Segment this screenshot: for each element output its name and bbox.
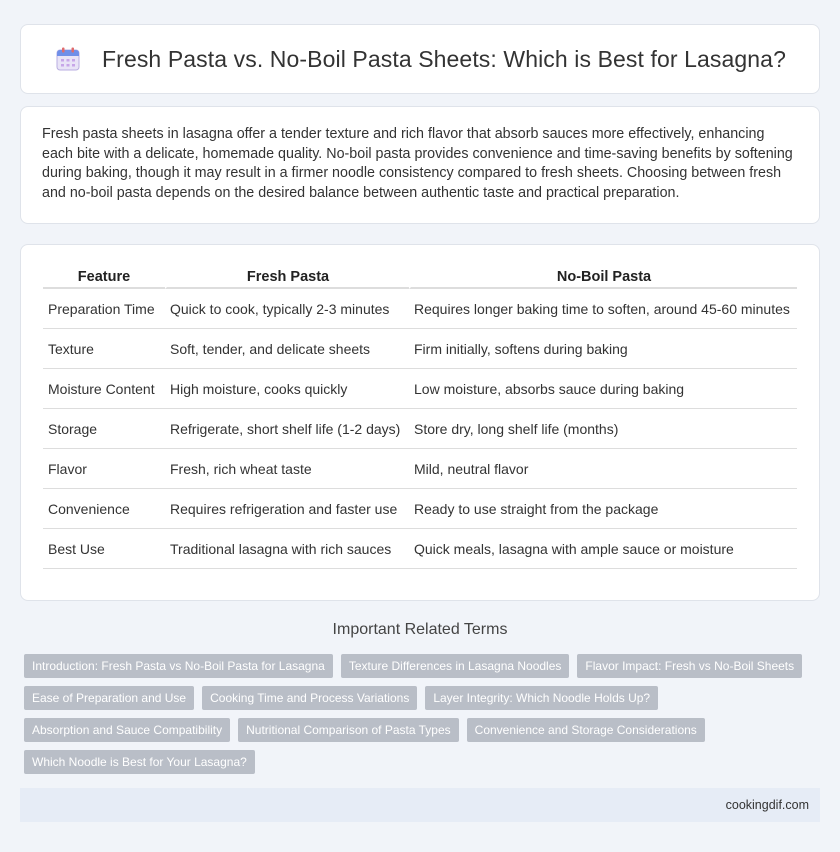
header-fresh-pasta: Fresh Pasta: [165, 265, 409, 289]
table-row: [43, 529, 797, 569]
row-fresh: Requires refrigeration and faster use: [165, 489, 409, 529]
related-term-tag[interactable]: Introduction: Fresh Pasta vs No-Boil Pasta for Lasagna: [24, 654, 333, 678]
related-term-tag[interactable]: Nutritional Comparison of Pasta Types: [238, 718, 459, 742]
intro-section: [20, 106, 820, 224]
row-no-boil: Mild, neutral flavor: [409, 449, 797, 489]
related-terms-list: [24, 654, 804, 774]
row-feature: Preparation Time: [43, 289, 165, 329]
row-no-boil: Low moisture, absorbs sauce during baking: [409, 369, 797, 409]
table-row: [43, 489, 797, 529]
row-no-boil: Requires longer baking time to soften, around 45-60 minutes: [409, 289, 797, 329]
table-header-row: [43, 265, 797, 289]
related-term-tag[interactable]: Ease of Preparation and Use: [24, 686, 194, 710]
table-row: [43, 289, 797, 329]
related-term-tag[interactable]: Convenience and Storage Considerations: [467, 718, 705, 742]
related-term-tag[interactable]: Which Noodle is Best for Your Lasagna?: [24, 750, 255, 774]
related-term-tag[interactable]: Cooking Time and Process Variations: [202, 686, 417, 710]
footer-site-link[interactable]: cookingdif.com: [725, 798, 809, 812]
row-no-boil: Quick meals, lasagna with ample sauce or moisture: [409, 529, 797, 569]
row-fresh: Soft, tender, and delicate sheets: [165, 329, 409, 369]
page-header: [20, 24, 820, 94]
comparison-table: [43, 265, 797, 569]
header-no-boil-pasta: No-Boil Pasta: [409, 265, 797, 289]
page-title: Fresh Pasta vs. No-Boil Pasta Sheets: Which is Best for Lasagna?: [102, 45, 786, 72]
related-term-tag[interactable]: Flavor Impact: Fresh vs No-Boil Sheets: [577, 654, 802, 678]
header-feature: Feature: [43, 265, 165, 289]
table-row: [43, 449, 797, 489]
table-row: [43, 329, 797, 369]
row-feature: Moisture Content: [43, 369, 165, 409]
related-term-tag[interactable]: Absorption and Sauce Compatibility: [24, 718, 230, 742]
row-fresh: Fresh, rich wheat taste: [165, 449, 409, 489]
row-feature: Storage: [43, 409, 165, 449]
row-fresh: Refrigerate, short shelf life (1-2 days): [165, 409, 409, 449]
row-feature: Convenience: [43, 489, 165, 529]
row-fresh: High moisture, cooks quickly: [165, 369, 409, 409]
intro-text: Fresh pasta sheets in lasagna offer a tender texture and rich flavor that absorb sauces more effectively, enhancing each bite with a delicate, homemade quality. No-boil pasta provides convenience and time-saving benefits by softening during baking, though it may result in a firmer noodle consistency compared to fresh sheets. Choosing between fresh and no-boil pasta depends on the desired balance between authentic taste and practical preparation.: [42, 126, 793, 201]
row-fresh: Traditional lasagna with rich sauces: [165, 529, 409, 569]
row-no-boil: Store dry, long shelf life (months): [409, 409, 797, 449]
table-row: [43, 369, 797, 409]
row-no-boil: Ready to use straight from the package: [409, 489, 797, 529]
table-row: [43, 409, 797, 449]
row-feature: Flavor: [43, 449, 165, 489]
row-feature: Texture: [43, 329, 165, 369]
comparison-section: [20, 244, 820, 601]
row-fresh: Quick to cook, typically 2-3 minutes: [165, 289, 409, 329]
related-term-tag[interactable]: Layer Integrity: Which Noodle Holds Up?: [425, 686, 658, 710]
calendar-icon: [54, 45, 82, 73]
related-term-tag[interactable]: Texture Differences in Lasagna Noodles: [341, 654, 570, 678]
related-terms-title: Important Related Terms: [332, 621, 508, 638]
page-footer: [20, 788, 820, 822]
row-no-boil: Firm initially, softens during baking: [409, 329, 797, 369]
row-feature: Best Use: [43, 529, 165, 569]
